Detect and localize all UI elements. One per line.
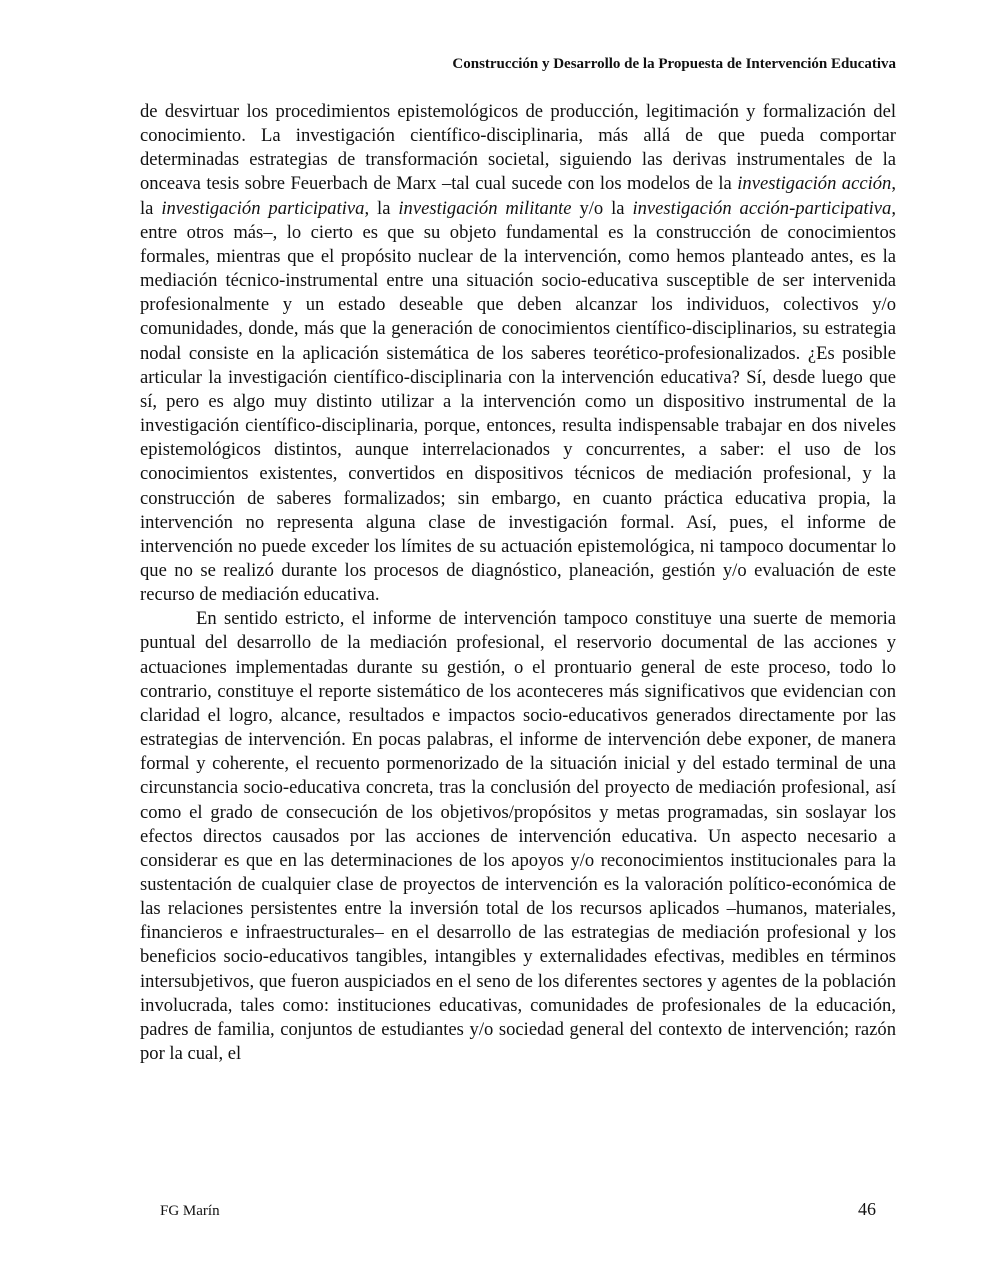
running-header: Construcción y Desarrollo de la Propuesta de Intervención Educativa: [452, 56, 896, 72]
body-text: [140, 100, 896, 1066]
text-span: y/o la: [571, 197, 633, 219]
text-span: de desvirtuar los procedimientos epistemológicos de producción, legitimación y formalización del conocimiento. La investigación científico-disciplinaria, más allá de que pueda comportar determinadas estrategias de transformación societal, siguiendo las derivas instrumentales de la onceava tesis sobre Feuerbach de Marx –tal cual sucede con los modelos de la: [140, 101, 896, 195]
text-span: , entre otros más–, lo cierto es que su objeto fundamental es la construcción de conocimientos formales, mientras que el propósito nuclear de la intervención, como hemos planteado antes, es la mediación técnico-instrumental entre una situación socio-educativa susceptible de ser intervenida profesionalmente y un estado deseable que deben alcanzar los individuos, colectivos y/o comunidades, donde, más que la generación de conocimientos científico-disciplinarios, su estrategia nodal consiste en la aplicación sistemática de los saberes teorético-profesionalizados. ¿Es posible articular la investigación científico-disciplinaria con la intervención educativa? Sí, desde luego que sí, pero es algo muy distinto utilizar a la intervención como un dispositivo instrumental de la investigación científico-disciplinaria, porque, entonces, resulta indispensable trabajar en dos niveles epistemológicos distintos, aunque interrelacionados y concurrentes, a saber: el uso de los conocimientos existentes, convertidos en dispositivos técnicos de mediación profesional, y la construcción de saberes formalizados; sin embargo, en cuanto práctica educativa propia, la intervención no representa alguna clase de investigación formal. Así, pues, el informe de intervención no puede exceder los límites de su actuación epistemológica, ni tampoco documentar lo que no se realizó durante los procesos de diagnóstico, planeación, gestión y/o evaluación de este recurso de mediación educativa.: [140, 197, 896, 606]
text-span: , la: [140, 173, 897, 219]
paragraph-2: En sentido estricto, el informe de intervención tampoco constituye una suerte de memoria puntual del desarrollo de la mediación profesional, el reservorio documental de las acciones y actuaciones implementadas durante su gestión, o el prontuario general de este proceso, todo lo contrario, constituye el reporte sistemático de los aconteceres más significativos que evidencian con claridad el logro, alcance, resultados e impactos socio-educativos generados directamente por las estrategias de intervención. En pocas palabras, el informe de intervención debe exponer, de manera formal y coherente, el recuento pormenorizado de la situación inicial y del estado terminal de una circunstancia socio-educativa concreta, tras la conclusión del proyecto de mediación profesional, así como el grado de consecución de los objetivos/propósitos y metas programadas, sin soslayar los efectos directos causados por las acciones de intervención educativa. Un aspecto necesario a considerar es que en las determinaciones de los apoyos y/o reconocimientos institucionales para la sustentación de cualquier clase de proyectos de intervención es la valoración político-económica de las relaciones persistentes entre la inversión total de los recursos aplicados –humanos, materiales, financieros e infraestructurales– en el desarrollo de las estrategias de mediación profesional y los beneficios socio-educativos tangibles, intangibles y externalidades efectivas, medibles en términos intersubjetivos, que fueron auspiciados en el seno de los diferentes sectores y agentes de la población involucrada, tales como: instituciones educativas, comunidades de profesionales de la educación, padres de familia, conjuntos de estudiantes y/o sociedad general del contexto de intervención; razón por la cual, el: [140, 608, 896, 1065]
italic-term: investigación participativa: [161, 197, 365, 219]
page-number: 46: [858, 1199, 876, 1219]
paragraph-1: [140, 100, 896, 607]
italic-term: investigación militante: [398, 197, 572, 219]
italic-term: investigación acción-participativa: [632, 197, 892, 219]
footer-author: FG Marín: [160, 1203, 220, 1219]
text-span: , la: [364, 197, 399, 219]
italic-term: investigación acción: [737, 173, 892, 195]
